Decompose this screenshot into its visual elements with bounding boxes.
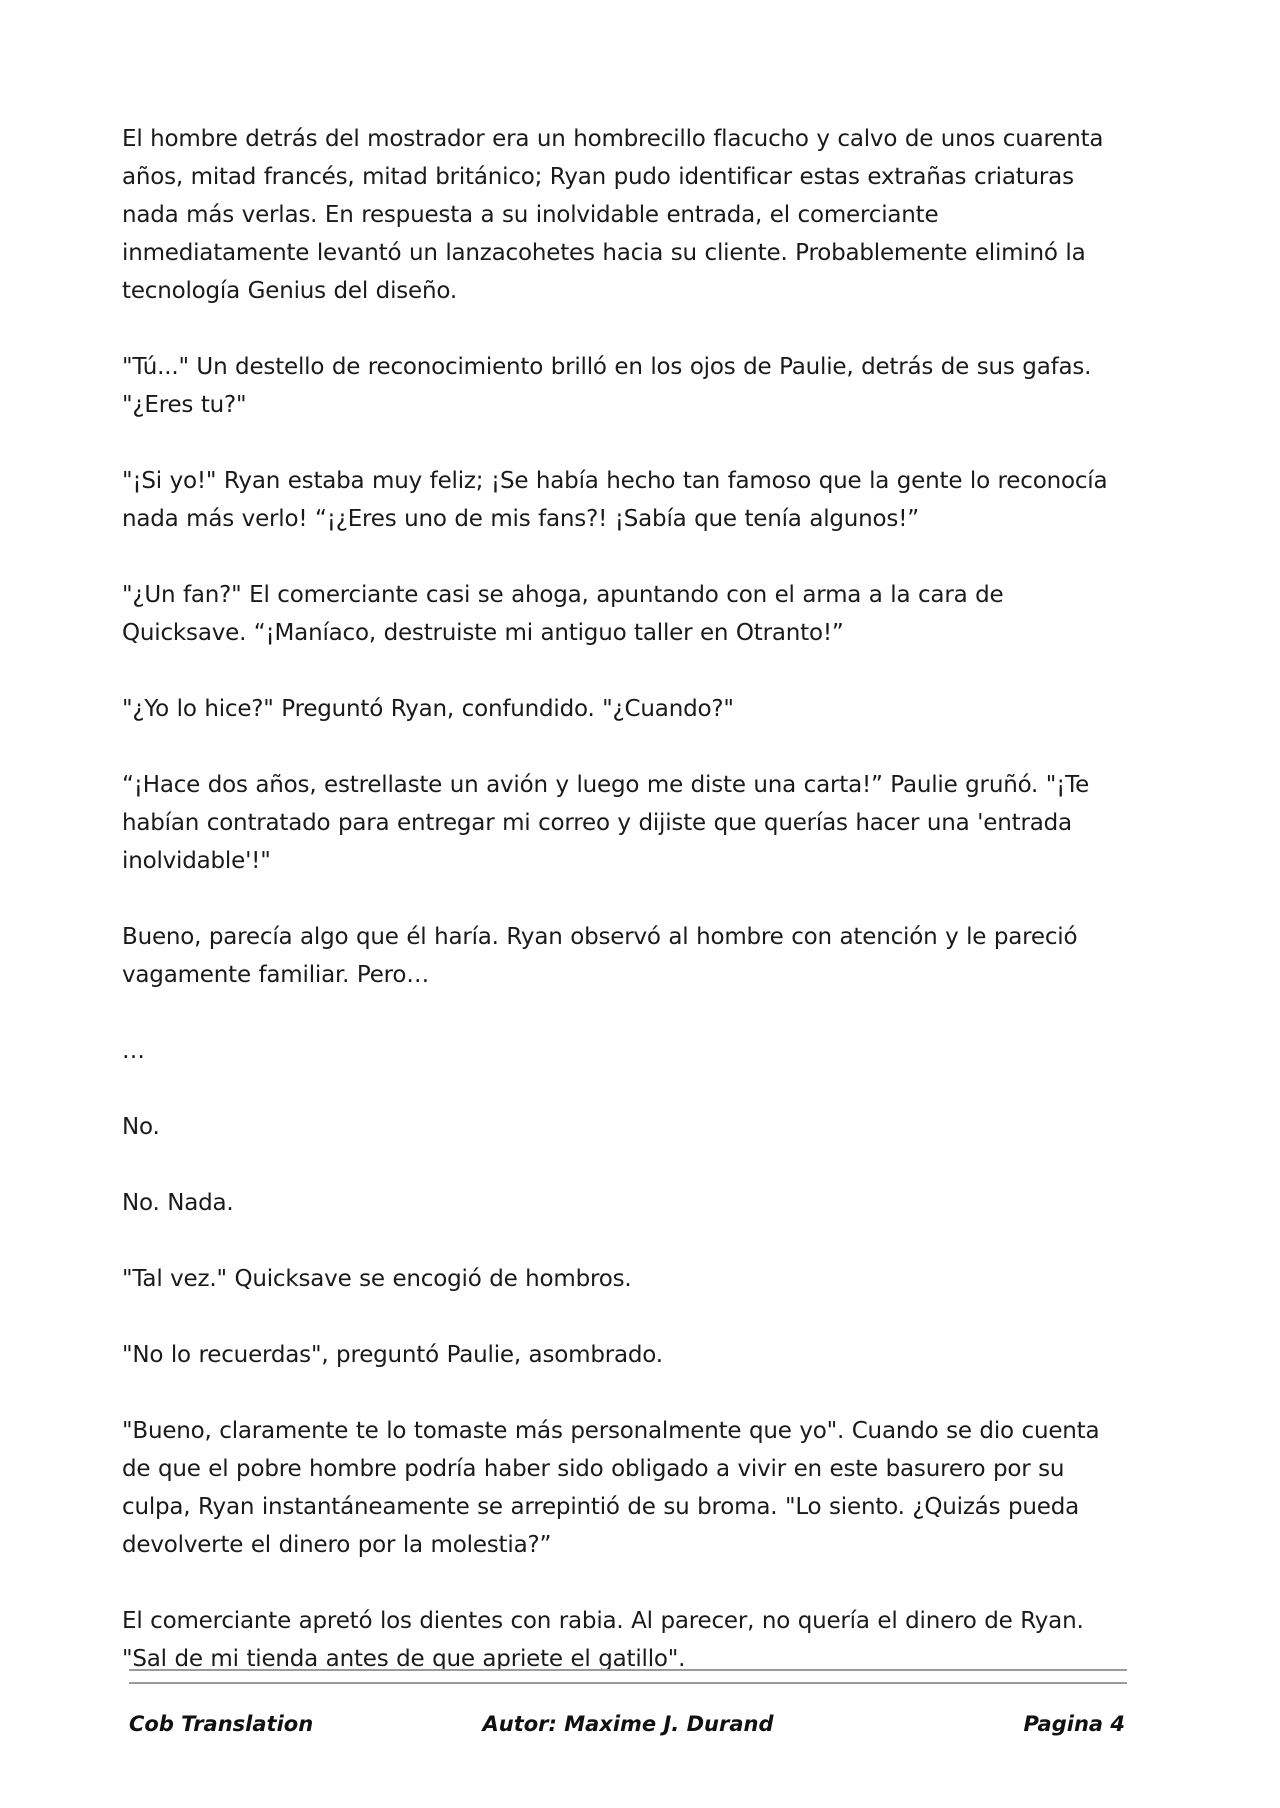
page-footer (129, 1712, 1127, 1752)
paragraph: "¿Un fan?" El comerciante casi se ahoga, apuntando con el arma a la cara de Quicksave. “¡Maníaco, destruiste mi antiguo taller en Otranto!” (122, 582, 1004, 646)
footer-rule-bottom (129, 1682, 1127, 1684)
paragraph: Bueno, parecía algo que él haría. Ryan observó al hombre con atención y le pareció vagamente familiar. Pero… (122, 924, 1078, 988)
paragraph: No. (122, 1114, 160, 1140)
footer-author: Autor: Maxime J. Durand (482, 1712, 774, 1736)
paragraph: “¡Hace dos años, estrellaste un avión y luego me diste una carta!” Paulie gruñó. "¡Te habían contratado para entregar mi correo y dijiste que querías hacer una 'entrada inolvidable'!" (122, 772, 1090, 874)
footer-rule-top (129, 1669, 1127, 1671)
paragraph: "Tú..." Un destello de reconocimiento brilló en los ojos de Paulie, detrás de sus gafas. "¿Eres tu?" (122, 354, 1092, 418)
page-body (122, 120, 1132, 1716)
paragraph: "Bueno, claramente te lo tomaste más personalmente que yo". Cuando se dio cuenta de que el pobre hombre podría haber sido obligado a vivir en este basurero por su culpa, Ryan instantáneamente se arrepintió de su broma. "Lo siento. ¿Quizás pueda devolverte el dinero por la molestia?” (122, 1418, 1100, 1558)
paragraph: "¡Si yo!" Ryan estaba muy feliz; ¡Se había hecho tan famoso que la gente lo reconocía nada más verlo! “¡¿Eres uno de mis fans?! ¡Sabía que tenía algunos!” (122, 468, 1108, 532)
paragraph: "No lo recuerdas", preguntó Paulie, asombrado. (122, 1342, 663, 1368)
paragraph: "Tal vez." Quicksave se encogió de hombros. (122, 1266, 632, 1292)
footer-translator: Cob Translation (129, 1712, 314, 1736)
footer-page-number: Pagina 4 (1023, 1712, 1125, 1736)
paragraph: El comerciante apretó los dientes con rabia. Al parecer, no quería el dinero de Ryan. "Sal de mi tienda antes de que apriete el gatillo". (122, 1608, 1084, 1672)
paragraph: … (122, 1038, 145, 1064)
paragraph: No. Nada. (122, 1190, 234, 1216)
footer-divider (129, 1669, 1127, 1684)
paragraph: El hombre detrás del mostrador era un hombrecillo flacucho y calvo de unos cuarenta años, mitad francés, mitad británico; Ryan pudo identificar estas extrañas criaturas nada más verlas. En respuesta a su inolvidable entrada, el comerciante inmediatamente levantó un lanzacohetes hacia su cliente. Probablemente eliminó la tecnología Genius del diseño. (122, 126, 1104, 304)
paragraph: "¿Yo lo hice?" Preguntó Ryan, confundido. "¿Cuando?" (122, 696, 734, 722)
